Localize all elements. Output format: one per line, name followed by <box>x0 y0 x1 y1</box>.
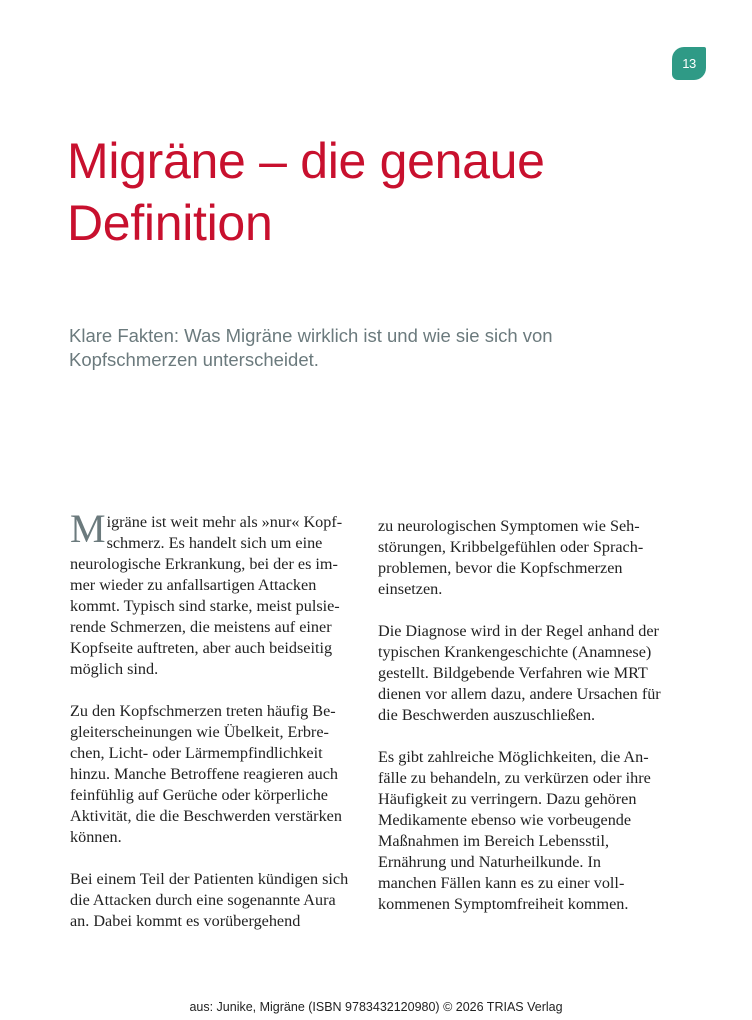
paragraph-intro-text: igräne ist weit mehr als »nur« Kopfschmerz. Es handelt sich um eine neurologische Erkrankung, bei der es immer wieder zu anfallsartigen Attacken kommt. Typisch sind starke, meist pulsierende Schmerzen, die meistens auf einer Kopfseite auftreten, aber auch beidseitig möglich sind. <box>70 513 343 678</box>
paragraph-intro <box>70 506 355 680</box>
paragraph-symptoms: Zu den Kopfschmerzen treten häufig Begleiterscheinungen wie Übelkeit, Erbrechen, Licht- oder Lärmempfindlichkeit hinzu. Manche Betroffene reagieren auch feinfühlig auf Gerüche oder körperliche Aktivität, die die Beschwerden verstärken können. <box>70 702 342 846</box>
right-column <box>378 516 663 936</box>
left-column <box>70 506 355 953</box>
footer-citation: aus: Junike, Migräne (ISBN 9783432120980) © 2026 TRIAS Verlag <box>189 1000 563 1014</box>
paragraph-diagnosis: Die Diagnose wird in der Regel anhand der typischen Krankengeschichte (Anamnese) gestellt. Bildgebende Verfahren wie MRT dienen vor allem dazu, andere Ursachen für die Beschwerden auszuschließen. <box>378 622 661 724</box>
page-number-badge <box>672 47 706 80</box>
title-line-2: Definition <box>67 195 273 251</box>
title-line-1: Migräne – die genaue <box>67 133 545 189</box>
paragraph-aura-continued: zu neurologischen Symptomen wie Sehstörungen, Kribbelgefühlen oder Sprachproblemen, bevor die Kopfschmerzen einsetzen. <box>378 517 644 598</box>
dropcap: M <box>70 506 106 551</box>
paragraph-aura: Bei einem Teil der Patienten kündigen sich die Attacken durch eine sogenannte Aura an. Dabei kommt es vorübergehend <box>70 870 349 930</box>
paragraph-treatment: Es gibt zahlreiche Möglichkeiten, die Anfälle zu behandeln, zu verkürzen oder ihre Häufigkeit zu verringern. Dazu gehören Medikamente ebenso wie vorbeugende Maßnahmen im Bereich Lebensstil, Ernährung und Naturheilkunde. In manchen Fällen kann es zu einer vollkommenen Symptomfreiheit kommen. <box>378 748 651 913</box>
subtitle: Klare Fakten: Was Migräne wirklich ist und wie sie sich von Kopfschmerzen unterscheidet. <box>69 325 553 370</box>
page-number: 13 <box>682 56 696 71</box>
page-title <box>67 130 687 254</box>
